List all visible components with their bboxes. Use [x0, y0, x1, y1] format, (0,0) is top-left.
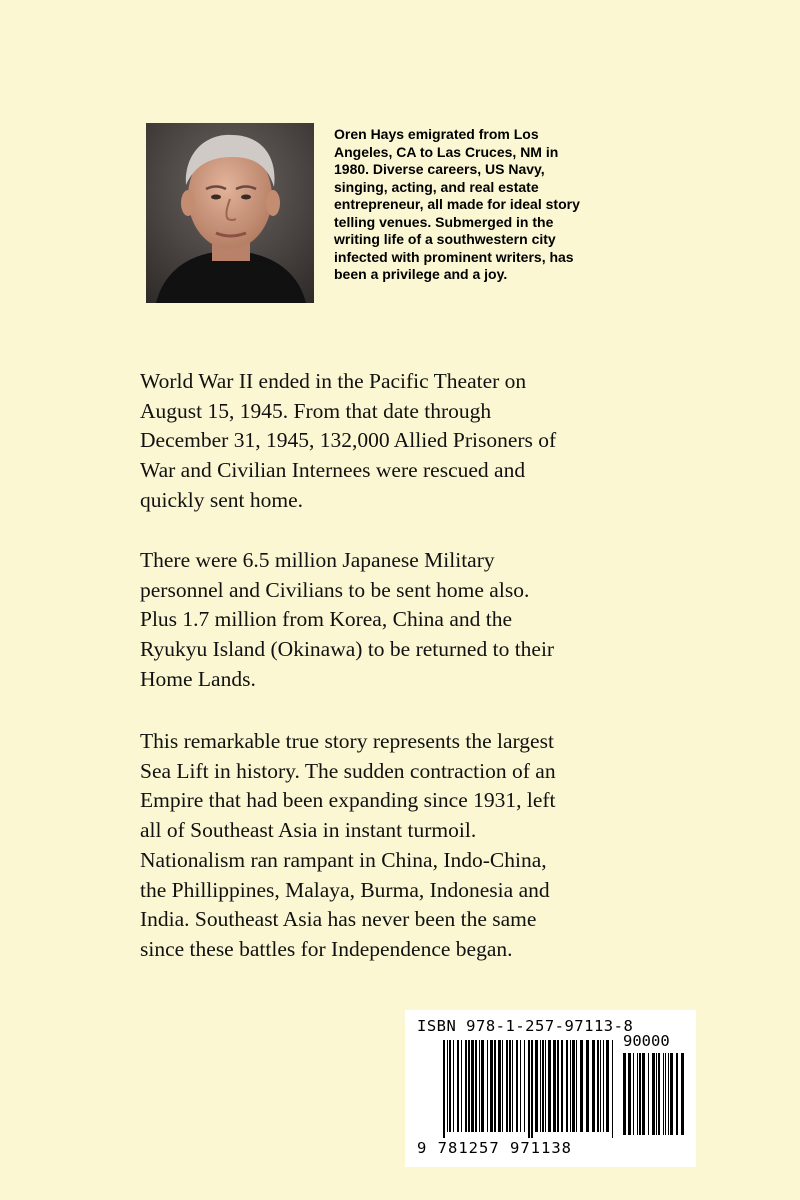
- barcode-bar: [487, 1040, 488, 1132]
- barcode-bar: [648, 1053, 649, 1135]
- paragraph-line: all of Southeast Asia in instant turmoil.: [140, 818, 477, 843]
- bio-line: singing, acting, and real estate: [334, 178, 539, 195]
- paragraph-line: Ryukyu Island (Okinawa) to be returned to their: [140, 637, 555, 662]
- isbn-label: ISBN 978-1-257-97113-8: [417, 1017, 634, 1035]
- barcode-bar: [668, 1053, 669, 1135]
- barcode-bar: [479, 1040, 480, 1132]
- paragraph-line: India. Southeast Asia has never been the same: [140, 907, 537, 932]
- barcode-bar: [528, 1040, 530, 1138]
- barcode-bar: [586, 1040, 589, 1132]
- barcode-bar: [506, 1040, 508, 1132]
- bio-line: Angeles, CA to Las Cruces, NM in: [334, 143, 559, 160]
- barcode-bar: [658, 1053, 660, 1135]
- paragraph-line: Plus 1.7 million from Korea, China and the: [140, 607, 513, 632]
- barcode-bar: [465, 1040, 467, 1132]
- bio-line: been a privilege and a joy.: [334, 266, 508, 282]
- barcode-bar: [535, 1040, 538, 1132]
- barcode-bar: [520, 1040, 521, 1132]
- bio-line: entrepreneur, all made for ideal story: [334, 196, 580, 212]
- paragraph-line: World War II ended in the Pacific Theater on: [140, 369, 527, 393]
- barcode-bar: [516, 1040, 518, 1132]
- barcode-bar: [639, 1053, 641, 1135]
- barcode-bar: [471, 1040, 474, 1132]
- barcode-bar: [592, 1040, 595, 1132]
- barcode-bar: [553, 1040, 556, 1132]
- barcode-bar: [566, 1040, 568, 1132]
- paragraph-line: Empire that had been expanding since 1931, left: [140, 788, 556, 813]
- blurb-paragraph-3: [140, 727, 700, 965]
- barcode-bar: [443, 1040, 445, 1138]
- barcode-bar: [453, 1040, 454, 1132]
- barcode-bar: [509, 1040, 511, 1132]
- barcode-bar: [670, 1053, 673, 1135]
- isbn-barcode: [405, 1010, 696, 1167]
- barcode-bar: [502, 1040, 503, 1132]
- barcode-bar: [572, 1040, 575, 1132]
- barcode-bar: [612, 1040, 613, 1138]
- barcode-bar: [628, 1053, 631, 1135]
- barcode-bar: [580, 1040, 583, 1132]
- paragraph-line: December 31, 1945, 132,000 Allied Prisoners of: [140, 428, 557, 453]
- barcode-bar: [461, 1040, 462, 1132]
- barcode-digits: 9 781257 971138: [417, 1139, 572, 1157]
- barcode-bar: [642, 1053, 645, 1135]
- barcode-bar: [656, 1053, 657, 1135]
- barcode-bar: [663, 1053, 664, 1135]
- barcode-bar: [447, 1040, 448, 1132]
- barcode-bar: [542, 1040, 544, 1132]
- paragraph-line: August 15, 1945. From that date through: [140, 398, 492, 423]
- barcode-bar: [531, 1040, 533, 1138]
- barcode-bar: [603, 1040, 604, 1132]
- author-portrait-image: [146, 123, 314, 303]
- barcode-bar: [512, 1040, 513, 1132]
- author-bio: [334, 126, 634, 284]
- barcode-bar: [490, 1040, 493, 1132]
- paragraph-line: the Phillippines, Malaya, Burma, Indonesia and: [140, 877, 550, 902]
- barcode-bar: [494, 1040, 496, 1132]
- barcode-bar: [545, 1040, 546, 1132]
- barcode-bar: [449, 1040, 451, 1132]
- paragraph-line: This remarkable true story represents the largest: [140, 729, 554, 753]
- barcode-bar: [561, 1040, 563, 1132]
- barcode-bar: [676, 1053, 678, 1135]
- barcode-bar: [681, 1053, 684, 1135]
- barcode-bar: [457, 1040, 459, 1132]
- barcode-bar: [548, 1040, 551, 1132]
- author-photo: [146, 123, 314, 303]
- barcode-bar: [597, 1040, 599, 1132]
- paragraph-line: Sea Lift in history. The sudden contraction of an: [140, 758, 556, 783]
- paragraph-line: personnel and Civilians to be sent home also.: [140, 577, 530, 602]
- price-barcode-bars: [623, 1053, 685, 1135]
- paragraph-line: quickly sent home.: [140, 487, 304, 512]
- barcode-bars: [443, 1040, 615, 1138]
- paragraph-line: There were 6.5 million Japanese Military: [140, 548, 495, 572]
- paragraph-line: War and Civilian Internees were rescued and: [140, 458, 526, 483]
- blurb-paragraph-2: [140, 546, 700, 695]
- barcode-bar: [606, 1040, 609, 1132]
- bio-line: telling venues. Submerged in the: [334, 213, 554, 230]
- price-code: 90000: [623, 1032, 670, 1050]
- barcode-bar: [481, 1040, 484, 1132]
- barcode-bar: [633, 1053, 634, 1135]
- barcode-bar: [623, 1053, 626, 1135]
- barcode-bar: [637, 1053, 638, 1135]
- barcode-bar: [557, 1040, 559, 1132]
- bio-line: writing life of a southwestern city: [334, 231, 556, 247]
- barcode-bar: [665, 1053, 666, 1135]
- bio-line: infected with prominent writers, has: [334, 248, 574, 265]
- paragraph-line: Home Lands.: [140, 666, 256, 691]
- barcode-bar: [498, 1040, 501, 1132]
- bio-line: 1980. Diverse careers, US Navy,: [334, 161, 545, 177]
- barcode-bar: [468, 1040, 470, 1132]
- bio-line: Oren Hays emigrated from Los: [334, 126, 539, 142]
- barcode-bar: [475, 1040, 477, 1132]
- paragraph-line: Nationalism ran rampant in China, Indo-China,: [140, 847, 547, 872]
- barcode-bar: [524, 1040, 525, 1132]
- barcode-bar: [652, 1053, 655, 1135]
- blurb-paragraph-1: [140, 367, 700, 516]
- paragraph-line: since these battles for Independence began.: [140, 936, 513, 961]
- barcode-bar: [600, 1040, 601, 1132]
- barcode-bar: [540, 1040, 541, 1132]
- barcode-bar: [570, 1040, 571, 1132]
- barcode-bar: [576, 1040, 577, 1132]
